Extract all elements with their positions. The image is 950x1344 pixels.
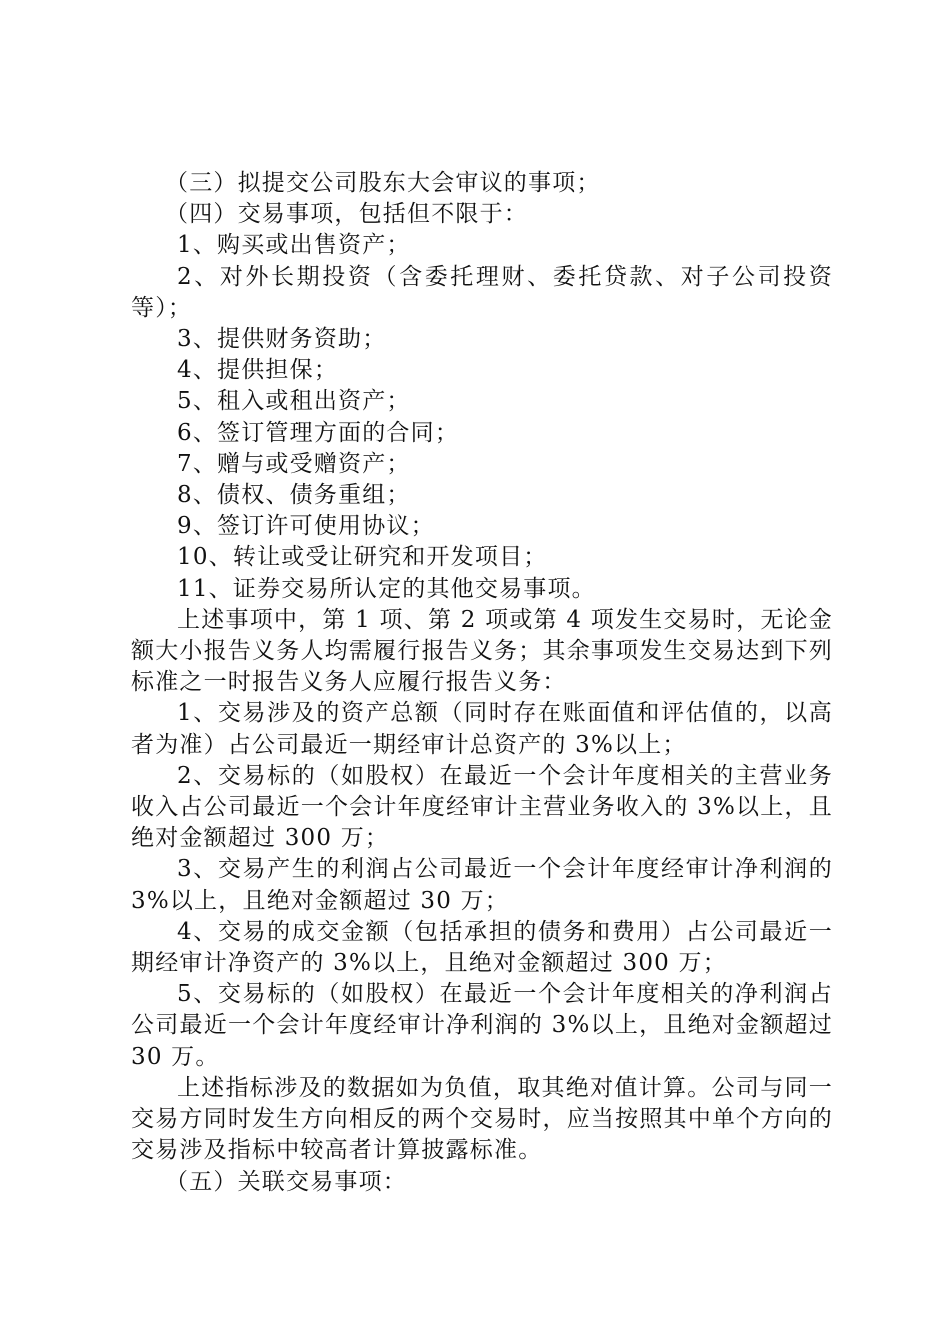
- list-item: 2、对外长期投资（含委托理财、委托贷款、对子公司投资等）；: [131, 263, 833, 321]
- list-item: 6、签订管理方面的合同；: [177, 419, 460, 446]
- list-item: 9、签订许可使用协议；: [177, 513, 435, 540]
- section-heading-3: （三）拟提交公司股东大会审议的事项；: [165, 170, 601, 196]
- document-body: [131, 168, 833, 1198]
- list-item: 7、赠与或受赠资产；: [177, 450, 411, 477]
- list-item: 11、证券交易所认定的其他交易事项。: [177, 575, 596, 602]
- body-paragraph: 上述指标涉及的数据如为负值，取其绝对值计算。公司与同一交易方同时发生方向相反的两个交易时，应当按照其中单个方向的交易涉及指标中较高者计算披露标准。: [131, 1074, 833, 1164]
- list-item: 5、租入或租出资产；: [177, 388, 411, 415]
- criteria-item: 1、交易涉及的资产总额（同时存在账面值和评估值的，以高者为准）占公司最近一期经审计总资产的 3%以上；: [131, 700, 833, 758]
- list-item: 10、转让或受让研究和开发项目；: [177, 544, 548, 571]
- criteria-item: 3、交易产生的利润占公司最近一个会计年度经审计净利润的 3%以上，且绝对金额超过 30 万；: [131, 856, 833, 914]
- section-heading-5: （五）关联交易事项：: [165, 1168, 407, 1195]
- criteria-item: 4、交易的成交金额（包括承担的债务和费用）占公司最近一期经审计净资产的 3%以上，且绝对金额超过 300 万；: [131, 918, 833, 977]
- list-item: 3、提供财务资助；: [177, 326, 387, 353]
- criteria-item: 2、交易标的（如股权）在最近一个会计年度相关的主营业务收入占公司最近一个会计年度经审计主营业务收入的 3%以上，且绝对金额超过 300 万；: [131, 762, 833, 852]
- list-item: 4、提供担保；: [177, 357, 339, 384]
- body-paragraph: 上述事项中，第 1 项、第 2 项或第 4 项发生交易时，无论金额大小报告义务人均需履行报告义务；其余事项发生交易达到下列标准之一时报告义务人应履行报告义务：: [131, 606, 833, 696]
- section-heading-4: （四）交易事项，包括但不限于：: [165, 201, 528, 228]
- list-item: 8、债权、债务重组；: [177, 482, 411, 509]
- criteria-item: 5、交易标的（如股权）在最近一个会计年度相关的净利润占公司最近一个会计年度经审计净利润的 3%以上，且绝对金额超过 30 万。: [131, 981, 833, 1070]
- list-item: 1、购买或出售资产；: [177, 232, 411, 259]
